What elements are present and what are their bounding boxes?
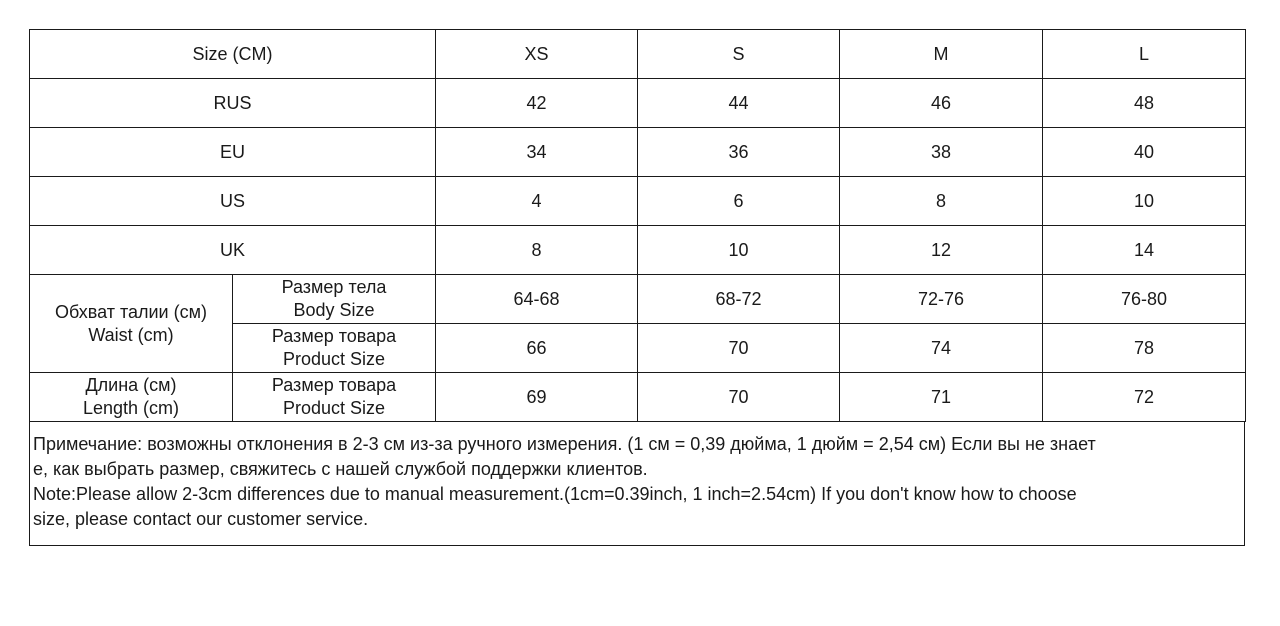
table-cell: 12: [840, 226, 1043, 275]
table-cell: 68-72: [638, 275, 840, 324]
table-cell: 36: [638, 128, 840, 177]
product-size-label-ru: Размер товара: [271, 375, 397, 395]
table-cell: 14: [1043, 226, 1246, 275]
table-cell: 10: [1043, 177, 1246, 226]
table-cell: 76-80: [1043, 275, 1246, 324]
note-line: size, please contact our customer service.: [33, 509, 369, 529]
header-row: [30, 30, 1246, 79]
note-line: е, как выбрать размер, свяжитесь с нашей службой поддержки клиентов.: [33, 459, 648, 479]
note-line: Примечание: возможны отклонения в 2-3 см из-за ручного измерения. (1 см = 0,39 дюйма, 1 дюйм = 2,54 см) Если вы не знает: [33, 434, 1096, 454]
size-table: [29, 29, 1246, 422]
size-header-s: S: [638, 30, 840, 79]
region-label: UK: [30, 226, 436, 275]
table-cell: 4: [436, 177, 638, 226]
size-header-m: M: [840, 30, 1043, 79]
note-line: Note:Please allow 2-3cm differences due to manual measurement.(1cm=0.39inch, 1 inch=2.54cm) If you don't know how to choose: [33, 484, 1077, 504]
length-label-en: Length (cm): [82, 398, 180, 418]
product-size-label-ru: Размер товара: [271, 326, 397, 346]
product-size-label: [233, 373, 436, 422]
table-cell: 66: [436, 324, 638, 373]
table-cell: 71: [840, 373, 1043, 422]
waist-label-ru: Обхват талии (см): [55, 301, 207, 322]
table-cell: 72: [1043, 373, 1246, 422]
body-size-label: [233, 275, 436, 324]
product-size-label-en: Product Size: [282, 349, 386, 369]
size-chart: [29, 29, 1245, 546]
table-cell: 40: [1043, 128, 1246, 177]
size-header-xs: XS: [436, 30, 638, 79]
table-row: [30, 226, 1246, 275]
table-cell: 70: [638, 324, 840, 373]
table-cell: 6: [638, 177, 840, 226]
body-size-label-en: Body Size: [293, 300, 375, 320]
table-cell: 70: [638, 373, 840, 422]
region-label: US: [30, 177, 436, 226]
table-cell: 46: [840, 79, 1043, 128]
product-size-label-en: Product Size: [282, 398, 386, 418]
table-cell: 34: [436, 128, 638, 177]
table-cell: 8: [840, 177, 1043, 226]
table-cell: 8: [436, 226, 638, 275]
table-cell: 38: [840, 128, 1043, 177]
table-cell: 64-68: [436, 275, 638, 324]
table-cell: 10: [638, 226, 840, 275]
length-label: [30, 373, 233, 422]
measurement-note: [29, 422, 1245, 546]
region-label: EU: [30, 128, 436, 177]
table-cell: 72-76: [840, 275, 1043, 324]
length-label-ru: Длина (см): [85, 375, 177, 395]
body-size-label-ru: Размер тела: [281, 277, 387, 297]
region-label: RUS: [30, 79, 436, 128]
table-cell: 74: [840, 324, 1043, 373]
table-row: [30, 373, 1246, 422]
product-size-label: [233, 324, 436, 373]
table-cell: 42: [436, 79, 638, 128]
table-row: [30, 275, 1246, 324]
table-cell: 69: [436, 373, 638, 422]
waist-label-en: Waist (cm): [88, 324, 174, 345]
table-row: [30, 79, 1246, 128]
table-cell: 78: [1043, 324, 1246, 373]
table-cell: 48: [1043, 79, 1246, 128]
size-header-l: L: [1043, 30, 1246, 79]
table-row: [30, 177, 1246, 226]
size-header-label: Size (CM): [30, 30, 436, 79]
table-row: [30, 128, 1246, 177]
waist-label: [30, 275, 233, 373]
table-cell: 44: [638, 79, 840, 128]
